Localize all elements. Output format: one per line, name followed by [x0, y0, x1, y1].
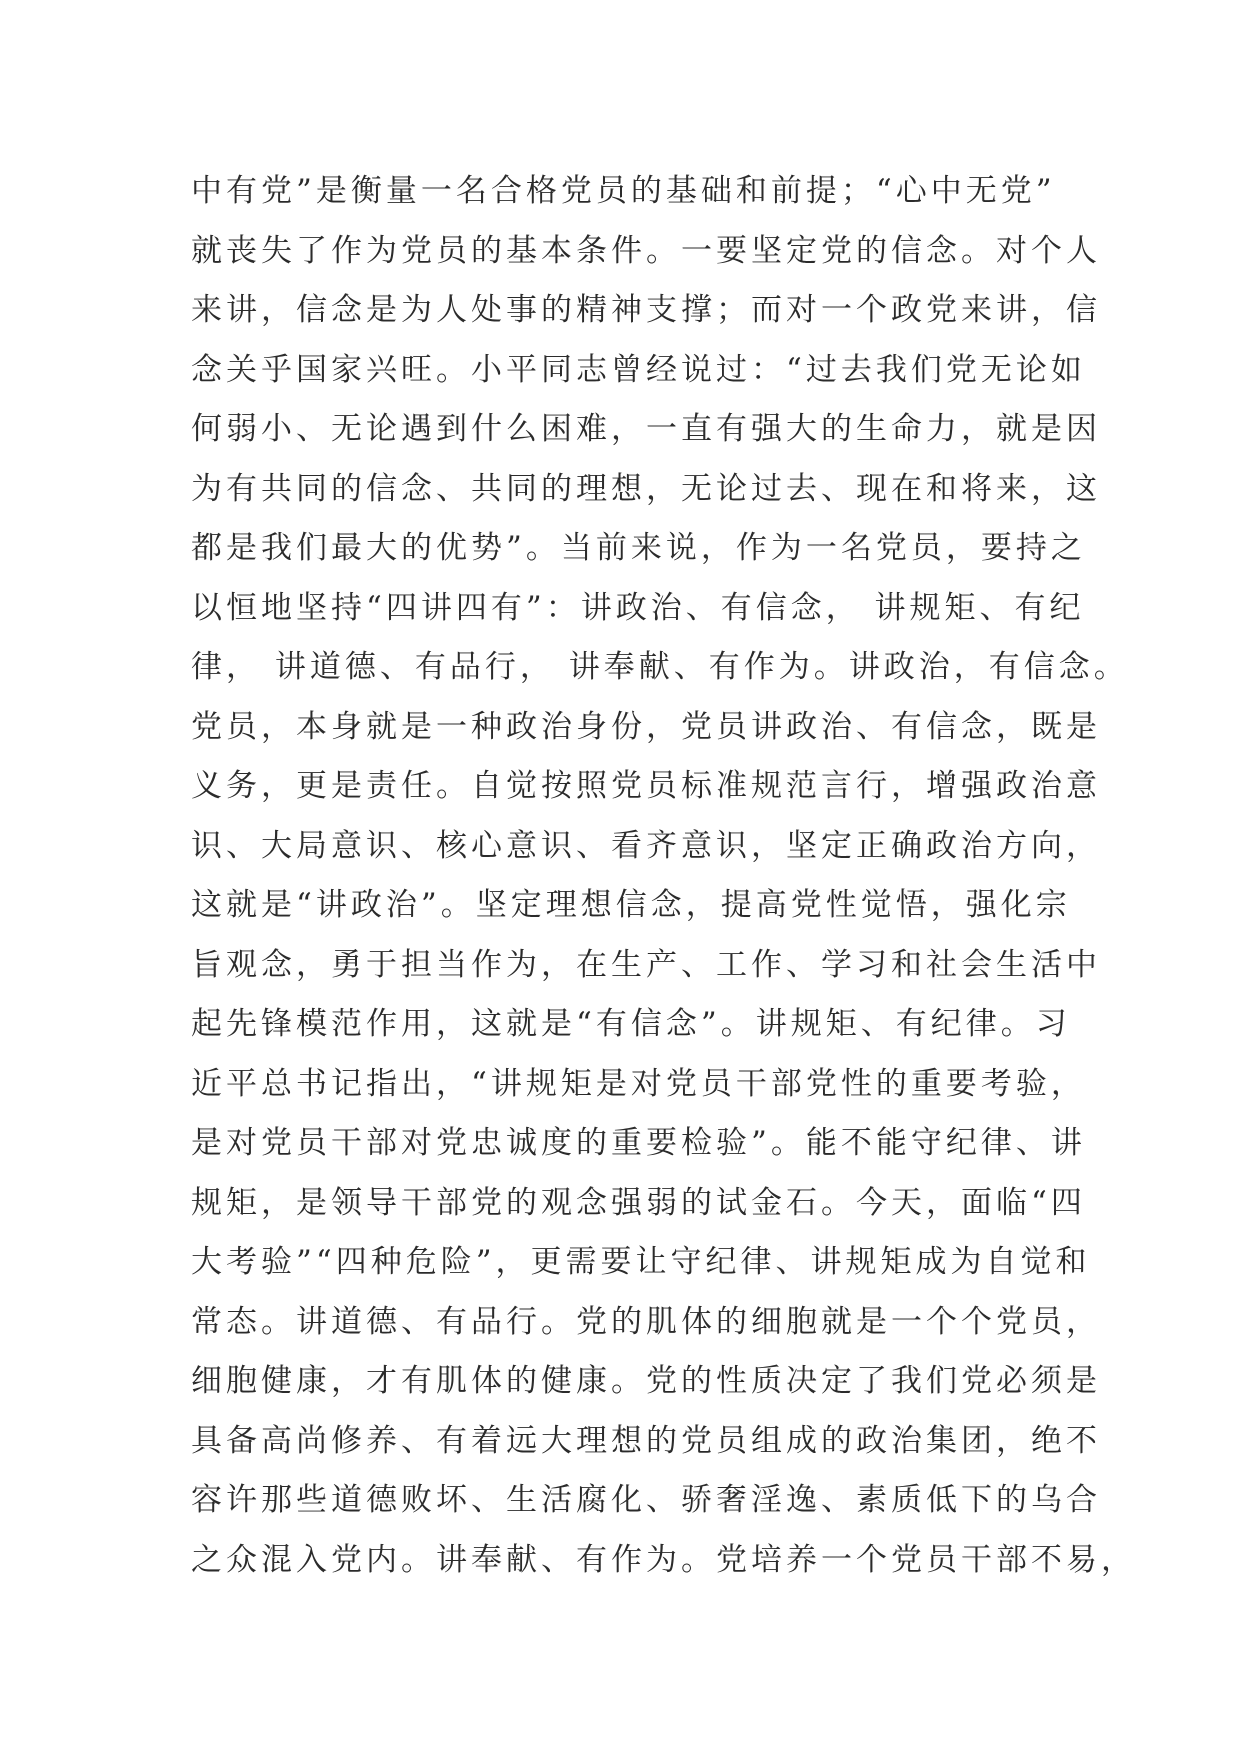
- text-line: 识、大局意识、核心意识、看齐意识，坚定正确政治方向，: [191, 827, 1101, 864]
- text-line: 细胞健康，才有肌体的健康。党的性质决定了我们党必须是: [191, 1363, 1101, 1399]
- text-line: 念关乎国家兴旺。小平同志曾经说过：“过去我们党无论如: [191, 351, 1086, 388]
- text-line: 都是我们最大的优势”。当前来说，作为一名党员，要持之: [191, 530, 1086, 566]
- text-line: 之众混入党内。讲奉献、有作为。党培养一个党员干部不易，: [191, 1541, 1136, 1578]
- text-line: 旨观念，勇于担当作为，在生产、工作、学习和社会生活中: [191, 946, 1101, 983]
- text-line: 近平总书记指出，“讲规矩是对党员干部党性的重要考验，: [191, 1065, 1086, 1102]
- text-line: 这就是“讲政治”。坚定理想信念，提高党性觉悟，强化宗: [191, 887, 1071, 923]
- text-line: 为有共同的信念、共同的理想，无论过去、现在和将来，这: [191, 470, 1101, 507]
- text-line: 党员，本身就是一种政治身份，党员讲政治、有信念，既是: [191, 708, 1101, 745]
- text-line: 起先锋模范作用，这就是“有信念”。讲规矩、有纪律。习: [191, 1006, 1071, 1042]
- text-line: 具备高尚修养、有着远大理想的党员组成的政治集团，绝不: [191, 1422, 1101, 1459]
- text-line: 就丧失了作为党员的基本条件。一要坚定党的信念。对个人: [191, 232, 1101, 269]
- text-line: 中有党”是衡量一名合格党员的基础和前提；“心中无党”: [191, 173, 1056, 209]
- text-line: 何弱小、无论遇到什么困难，一直有强大的生命力，就是因: [191, 411, 1101, 447]
- text-line: 律， 讲道德、有品行， 讲奉献、有作为。讲政治，有信念。: [191, 649, 1129, 685]
- text-line: 来讲，信念是为人处事的精神支撑；而对一个政党来讲，信: [191, 292, 1101, 328]
- text-line: 常态。讲道德、有品行。党的肌体的细胞就是一个个党员，: [191, 1303, 1101, 1340]
- body-text: [191, 162, 1136, 1590]
- text-line: 大考验”“四种危险”，更需要让守纪律、讲规矩成为自觉和: [191, 1244, 1091, 1280]
- text-line: 义务，更是责任。自觉按照党员标准规范言行，增强政治意: [191, 768, 1101, 804]
- text-line: 以恒地坚持“四讲四有”：讲政治、有信念， 讲规矩、有纪: [191, 589, 1085, 626]
- text-line: 容许那些道德败坏、生活腐化、骄奢淫逸、素质低下的乌合: [191, 1482, 1101, 1518]
- text-line: 是对党员干部对党忠诚度的重要检验”。能不能守纪律、讲: [191, 1125, 1086, 1161]
- text-line: 规矩，是领导干部党的观念强弱的试金石。今天，面临“四: [191, 1184, 1086, 1221]
